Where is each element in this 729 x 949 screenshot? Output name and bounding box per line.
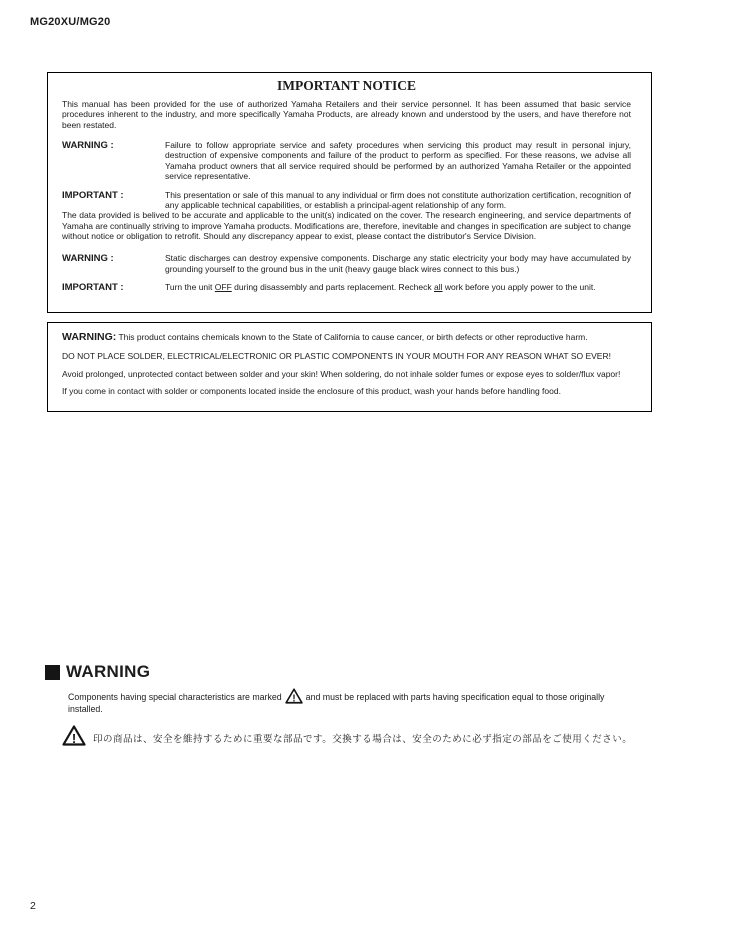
chemical-warning-line-1 bbox=[62, 331, 635, 344]
warning-section-heading: WARNING bbox=[66, 662, 151, 681]
triangle-exclamation-mark: ! bbox=[292, 693, 296, 704]
warning-inline-label: WARNING: bbox=[62, 331, 117, 343]
important-row-2 bbox=[62, 282, 631, 293]
important-text-segment: work before you apply power to the unit. bbox=[442, 282, 596, 293]
page-number: 2 bbox=[30, 900, 36, 912]
warning-text: Failure to follow appropriate service and safety procedures when servicing this product may result in personal injury, destruction of expensive components and failure of the product to perform as specified. For these reasons, we advise all Yamaha product owners that all service required should be performed by an authorized Yamaha Retailer or the appointed service representative. bbox=[165, 140, 631, 182]
triangle-exclamation-mark: ! bbox=[71, 731, 77, 746]
underlined-word-off: OFF bbox=[214, 282, 232, 293]
notice-intro-paragraph: This manual has been provided for the use of authorized Yamaha Retailers and their service personnel. It has been assumed that basic service procedures inherent to the industry, and more specifically Yamaha Products, are already known and understood by the users, and have therefore not been restated. bbox=[62, 99, 631, 130]
important-row-1 bbox=[62, 190, 631, 211]
important-label: IMPORTANT : bbox=[62, 189, 124, 201]
warning-triangle-icon bbox=[62, 725, 86, 746]
important-text bbox=[165, 282, 631, 293]
warning-section-body bbox=[68, 688, 630, 716]
important-text: This presentation or sale of this manual to any individual or firm does not constitute authorization certification, recognition of any applicable technical capabilities, or establish a principal-agent relationship of any form. bbox=[165, 189, 631, 210]
notice-title: IMPORTANT NOTICE bbox=[277, 78, 416, 93]
chemical-warning-text: This product contains chemicals known to the State of California to cause cancer, or birth defects or other reproductive harm. bbox=[116, 332, 588, 342]
japanese-note-row bbox=[62, 725, 632, 746]
warning-body-segment: Components having special characteristics are marked bbox=[68, 692, 282, 702]
data-accuracy-paragraph: The data provided is belived to be accurate and applicable to the unit(s) indicated on the cover. The research engineering, and service departments of Yamaha are continually striving to improve Yamaha products. Modifications are, therefore, inevitable and changes in specification are subject to change without notice or obligation to retrofit. Should any discrepancy appear to exist, please contact the distributor's Service Division. bbox=[62, 210, 631, 241]
underlined-word-all: all bbox=[434, 282, 443, 293]
chemical-warning-box bbox=[47, 322, 652, 412]
warning-body-segment: and must be replaced with parts having specification equal to those originally installed. bbox=[68, 692, 605, 714]
warning-triangle-icon bbox=[285, 688, 303, 704]
important-text-segment: Turn the unit bbox=[165, 282, 215, 293]
chemical-warning-line-2: DO NOT PLACE SOLDER, ELECTRICAL/ELECTRONIC OR PLASTIC COMPONENTS IN YOUR MOUTH FOR ANY REASON WHAT SO EVER! bbox=[62, 351, 611, 362]
black-square-bullet bbox=[45, 665, 60, 680]
warning-row-1 bbox=[62, 140, 631, 181]
important-text-segment: during disassembly and parts replacement. Recheck bbox=[231, 282, 434, 293]
chemical-warning-line-4: If you come in contact with solder or components located inside the enclosure of this product, wash your hands before handling food. bbox=[62, 386, 561, 397]
important-label: IMPORTANT : bbox=[62, 282, 124, 294]
japanese-note-text: 印の商品は、安全を維持するために重要な部品です。交換する場合は、安全のために必ず指定の部品をご使用ください。 bbox=[93, 735, 633, 745]
warning-text: Static discharges can destroy expensive components. Discharge any static electricity your body may have accumulated by grounding yourself to the ground bus in the unit (heavy gauge black wires connect to this bus.) bbox=[165, 253, 631, 274]
chemical-warning-line-3: Avoid prolonged, unprotected contact between solder and your skin! When soldering, do not inhale solder fumes or expose eyes to solder/flux vapor! bbox=[62, 368, 621, 379]
warning-section-heading-row bbox=[45, 662, 150, 682]
page-title: MG20XU/MG20 bbox=[30, 16, 111, 28]
important-notice-box bbox=[47, 72, 652, 313]
warning-row-2 bbox=[62, 253, 631, 274]
warning-label: WARNING : bbox=[62, 140, 114, 152]
warning-label: WARNING : bbox=[62, 253, 114, 265]
